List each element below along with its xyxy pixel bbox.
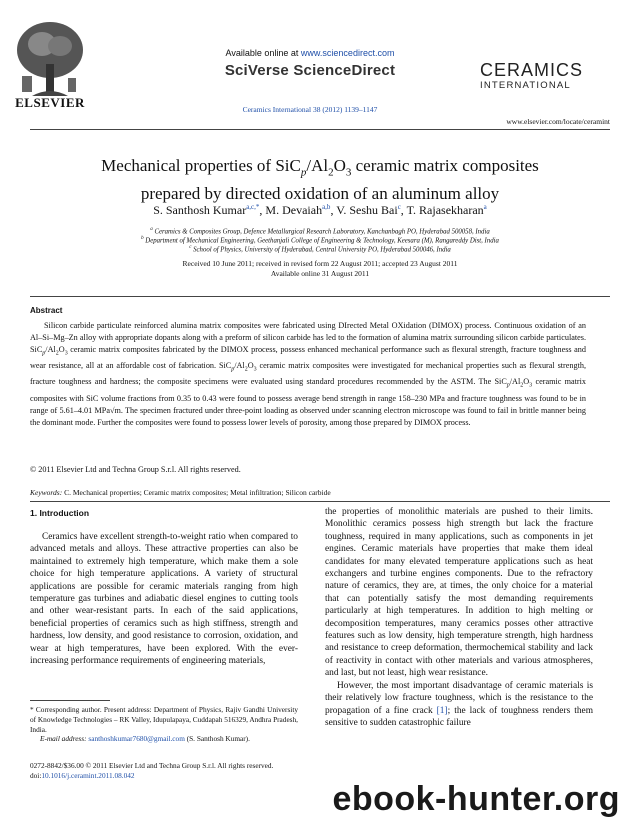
received-dates: Received 10 June 2011; received in revised form 22 August 2011; accepted 23 August 2011 bbox=[182, 259, 458, 268]
available-online-prefix: Available online at bbox=[225, 48, 301, 58]
publisher-logo-text: ELSEVIER bbox=[15, 95, 85, 110]
journal-name-line2: INTERNATIONAL bbox=[480, 80, 571, 91]
author-sup[interactable]: a,c,* bbox=[246, 203, 260, 211]
platform-name: SciVerse ScienceDirect bbox=[224, 62, 396, 79]
journal-reference[interactable]: Ceramics International 38 (2012) 1139–1147 bbox=[242, 105, 378, 114]
abstract-text bbox=[30, 320, 586, 428]
abstract-heading: Abstract bbox=[30, 306, 63, 315]
available-online bbox=[0, 48, 620, 58]
affil-sup: a bbox=[150, 227, 153, 232]
author-name: S. Santhosh Kumar bbox=[153, 203, 247, 217]
journal-website[interactable]: www.elsevier.com/locate/ceramint bbox=[506, 117, 610, 126]
watermark: ebook-hunter.org bbox=[332, 780, 620, 818]
author-sup[interactable]: a bbox=[483, 203, 487, 211]
abstract-part: O bbox=[58, 344, 65, 354]
article-title bbox=[30, 155, 610, 204]
abstract-part: /Al bbox=[45, 344, 56, 354]
body-paragraph bbox=[325, 680, 593, 730]
journal-name-line1: CERAMICS bbox=[480, 60, 584, 80]
title-sub-3: 3 bbox=[345, 166, 352, 179]
author-list: S. Santhosh Kumar$^{a,c,*}$, M. Devaiah$^{a,b}$, V. Seshu Bai$^c$, T. Rajasekharan$^a$ bbox=[153, 203, 487, 217]
issn-line: 0272-8842/$36.00 © 2011 Elsevier Ltd and Techna Group S.r.l. All rights reserved. bbox=[30, 761, 274, 770]
abstract-sub: p bbox=[506, 383, 510, 390]
title-part: O bbox=[333, 156, 346, 175]
email-link[interactable]: santhoshkumar7680@gmail.com bbox=[88, 734, 185, 744]
abstract-part: Silicon carbide particulate reinforced alumina matrix composites were fabricated using DIrected Metal OXidation (DIMOX) process. Continuous oxidation of an Al–Si–Mg–Zn alloy with appropriate dopants along with a preform of silicon carbide has led to the formation of alumina matrix surrounding silicon carbide particulates. SiC bbox=[30, 321, 586, 354]
title-line2: prepared by directed oxidation of an aluminum alloy bbox=[140, 184, 500, 204]
sqrt-m: √m bbox=[109, 405, 121, 415]
author-name: M. Devaiah bbox=[265, 203, 323, 217]
email-label: E-mail address: bbox=[40, 734, 89, 744]
title-sub-p: p bbox=[300, 166, 307, 179]
keywords bbox=[30, 488, 331, 497]
affil-text: Ceramics & Composites Group, Defence Metallurgical Research Laboratory, Kanchanbagh PO, Hyderabad 500058, India bbox=[154, 228, 490, 236]
header-rule bbox=[30, 129, 610, 130]
abstract-sub: p bbox=[42, 350, 46, 357]
author-name: T. Rajasekharan bbox=[406, 203, 484, 217]
sciencedirect-link[interactable]: www.sciencedirect.com bbox=[300, 48, 395, 58]
right-column bbox=[325, 506, 593, 729]
abstract-part: O bbox=[523, 377, 530, 387]
email-owner: (S. Santhosh Kumar). bbox=[184, 734, 250, 744]
section-heading: 1. Introduction bbox=[30, 508, 90, 518]
journal-logo bbox=[480, 60, 610, 91]
abstract-sub: 3 bbox=[64, 350, 68, 357]
doi-label: doi: bbox=[30, 771, 42, 780]
abstract-sub: 3 bbox=[529, 383, 533, 390]
title-part: /Al bbox=[306, 156, 329, 175]
abstract-sub: 2 bbox=[55, 350, 59, 357]
abstract-sub: p bbox=[231, 366, 235, 373]
abstract-part: ceramic matrix composites fabricated by the DIMOX process, possess enhanced mechanical performance such as flexural strength, fracture toughness and wear resistance, all at an affordable cost of fabrication. SiC bbox=[30, 344, 586, 371]
abstract-sub: 2 bbox=[520, 383, 524, 390]
affil-text: School of Physics, University of Hyderabad, Central University PO, Hyderabad 500046, India bbox=[193, 246, 451, 254]
abstract-rule bbox=[30, 296, 610, 297]
title-sub-2: 2 bbox=[328, 166, 334, 179]
keywords-label: Keywords: bbox=[30, 488, 63, 497]
abstract-part: /Al bbox=[509, 377, 521, 387]
abstract-part: ceramic matrix composites with SiC volume fractions from 0.35 to 0.43 were found to possess average bend strength in range 158–230 MPa and fracture toughness was found to be in range of 5.61–4.01 MPa bbox=[30, 377, 586, 415]
affiliation bbox=[30, 243, 610, 254]
body-paragraph: the properties of monolithic materials are pushed to their limits. Monolithic ceramics possess high strength but lack the fracture toughness, required in many applications, such as components in jet engines. Ceramic materials have properties that make them ideal candidates for many elevated temperature applications such as heat exchangers and turbine engines components. Due to the refractory nature of ceramics, they are, at times, the only choice for a material that can potentially satisfy the most demanding requirements particularly at high temperatures. In addition to high melting or decomposition temperatures, many ceramics posses other attractive features such as low density, high temperature strength, high hardness and resistance to creep deformation, thermochemical stability and lack of reactivity in contact with other materials and various atmospheres, and last, but not least, high wear resistance. bbox=[325, 507, 593, 679]
body-paragraph: Ceramics have excellent strength-to-weight ratio when compared to advanced metals and alloys. These attractive properties can also be maintained to extremely high temperature, which make them a sole choice for high temperature applications. A variety of structural applications are possible for ceramic materials ranging from high temperature gas turbines and adiabatic diesel engines to cutting tools and other wear-resistant parts. In each of the said applications, beneficial properties of ceramics such as high stiffness, strength and hardness, low density, and good resistance to corrosion, oxidation, and wear at high temperatures, have been explored. With the ever-increasing performance requirements of engineering materials, bbox=[30, 532, 298, 667]
body-rule bbox=[30, 501, 610, 502]
footnote-text: * Corresponding author. Present address: Department of Physics, Rajiv Gandhi University of Knowledge Technologies – RK Valley, Idupulapaya, Cuddapah 516329, Andhra Pradesh, India. bbox=[30, 705, 298, 734]
body-text: ; the lack of toughness renders them sensitive to sudden catastrophic failure bbox=[325, 705, 593, 728]
affil-text: Department of Mechanical Engineering, Geethanjali College of Engineering & Technology, Keesara (M), Rangareddy Dist, India bbox=[145, 237, 499, 245]
abstract-sub: 3 bbox=[253, 366, 257, 373]
citation-link[interactable]: [1] bbox=[436, 705, 448, 716]
title-part: ceramic matrix composites bbox=[351, 156, 539, 175]
keywords-text: C. Mechanical properties; Ceramic matrix composites; Metal infiltration; Silicon carbide bbox=[62, 488, 331, 497]
footnote-rule bbox=[30, 700, 110, 701]
footnote bbox=[30, 705, 298, 744]
author-name: V. Seshu Bai bbox=[336, 203, 398, 217]
issn-doi bbox=[30, 761, 273, 781]
elsevier-tree-logo bbox=[12, 16, 88, 104]
left-column bbox=[30, 531, 298, 667]
title-part: Mechanical properties of SiC bbox=[101, 156, 301, 175]
abstract-copyright: © 2011 Elsevier Ltd and Techna Group S.r.l. All rights reserved. bbox=[30, 465, 241, 474]
body-text: However, the most important disadvantage of ceramic materials is their relatively low fracture toughness, which is the resistance to the propagation of a fine crack bbox=[325, 680, 593, 716]
abstract-sub: 2 bbox=[244, 366, 248, 373]
affil-sup: c bbox=[189, 245, 192, 250]
doi-link[interactable]: 10.1016/j.ceramint.2011.08.042 bbox=[41, 771, 135, 780]
available-date: Available online 31 August 2011 bbox=[270, 269, 370, 278]
abstract-part: /Al bbox=[234, 361, 245, 371]
author-sup[interactable]: a,b bbox=[322, 203, 331, 211]
affil-sup: b bbox=[141, 236, 144, 241]
abstract-part: O bbox=[247, 361, 254, 371]
abstract-part: . The specimen fractured under three-point loading as observed under scanning electron microscope was found to fail in brittle manner being the dominant mode. Further the composites were found to possess lower levels of porosity, among those prepared by DIMOX process. bbox=[30, 405, 586, 427]
author-sup[interactable]: c bbox=[397, 203, 401, 211]
abstract-part: ceramic matrix composites were investigated for mechanical properties such as flexural strength, fracture toughness and hardness; the composite specimens were evaluated using standard procedures recommended by the ASTM. The SiC bbox=[30, 361, 586, 387]
